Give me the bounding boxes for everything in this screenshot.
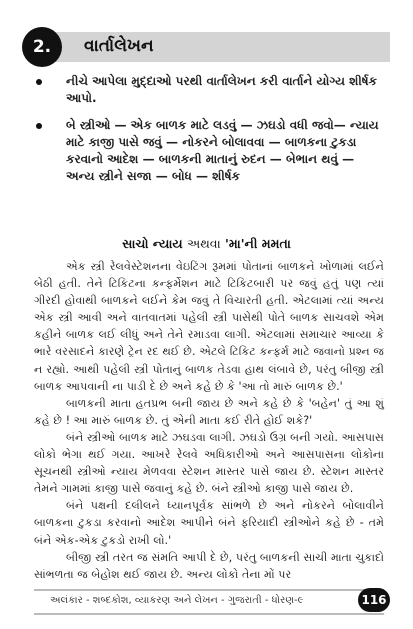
paragraph: એક સ્ત્રી રેલવેસ્ટેશનના વેઇટિંગ રૂમમાં પોતાનાં બાળકને ખોળામાં લઈને બેઠી હતી. તેને ટિકિટના કન્ફર્મેશન માટે ટિકિટબારી પર જવું હતું પણ ત્યાં ગીરદી હોવાથી બાળકને લઈને કેમ જવું તે વિચારતી હતી. એટલામાં ત્યાં અન્ય એક સ્ત્રી આવી અને વાતવાતમાં પહેલી સ્ત્રી પાસેથી પોતે બાળક સાચવશે એમ કહીને બાળક લઈ લીધું અને તેને રમાડવા લાગી. એટલામાં સમાચાર આવ્યા કે ભારે વરસાદને કારણે ટ્રેન રદ થઈ છે. એટલે ટિકિટ કન્ફર્મ માટે જવાનો પ્રશ્ન જ ન રહ્યો. આથી પહેલી સ્ત્રી પોતાનું બાળક તેડવા હાથ લંબાવે છે, પરંતુ બીજી સ્ત્રી બાળક આપવાની ના પાડી દે છે અને કહે છે કે 'આ તો મારું બાળક છે.' xyxy=(34,260,384,393)
page-number-badge: 116 xyxy=(358,588,390,612)
section-title: વાર્તાલેખન xyxy=(84,36,154,56)
paragraph: બંને પક્ષની દલીલને ધ્યાનપૂર્વક સાંભળે છે અને નોકરને બોલાવીને બાળકના ટુકડા કરવાનો આદેશ આપીને બંને ફરિયાદી સ્ત્રીઓને કહે છે - તમે બંને એક-એક ટુકડો રાખી લો.' xyxy=(34,499,384,547)
story-title xyxy=(0,236,413,252)
list-item-text: નીચે આપેલા મુદ્દાઓ પરથી વાર્તાલેખન કરી વાર્તાને યોગ્ય શીર્ષક આપો. xyxy=(66,74,377,105)
story-title-connector: અથવા xyxy=(187,236,221,251)
story-title-main: સાચો ન્યાય xyxy=(122,236,183,251)
story-body xyxy=(34,258,384,583)
bullet-dot-icon xyxy=(36,123,42,129)
bullet-dot-icon xyxy=(36,79,42,85)
section-number-badge: 2. xyxy=(22,27,62,67)
footer-book-title: અલંકાર - શબ્દકોશ, વ્યાકરણ અને લેખન - ગુજરાતી - ધોરણ-૯ xyxy=(50,595,304,606)
list-item xyxy=(36,73,381,107)
paragraph: બાળકની માતા હતપ્રભ બની જાય છે અને કહે છે કે 'બહેન' તું આ શું કહે છે ! આ મારું બાળક છે. તું એની માતા કઈ રીતે હોઈ શકે?' xyxy=(34,396,384,427)
story-title-alt: 'મા'ની મમતા xyxy=(225,236,291,251)
list-item xyxy=(36,117,381,185)
list-item-text: બે સ્ત્રીઓ — એક બાળક માટે લડવું — ઝઘડો વધી જવો— ન્યાય માટે કાજી પાસે જવું — નોકરને બોલાવવા — બાળકના ટુકડા કરવાનો આદેશ — બાળકની માતાનું રુદન — બેભાન થવું — અન્ય સ્ત્રીને સજા — બોધ — શીર્ષક xyxy=(66,118,379,183)
paragraph: બીજી સ્ત્રી તરત જ સંમતિ આપી દે છે, પરંતુ બાળકની સાચી માતા ચુકાદો સાંભળતા જ બેહોશ થઈ જાય છે. અન્ય લોકો તેના મોં પર xyxy=(34,550,384,581)
page-footer xyxy=(34,589,387,615)
paragraph: બંને સ્ત્રીઓ બાળક માટે ઝઘડવા લાગી. ઝઘડો ઉગ્ર બની ગયો. આસપાસ લોકો ભેગા થઈ ગયા. આખરે રેલવે અધિકારીઓ અને આસપાસના લોકોના સૂચનથી સ્ત્રીઓ ન્યાય મેળવવા સ્ટેશન માસ્તર પાસે જાય છે. સ્ટેશન માસ્તર તેમને ગામમાં કાજી પાસે જવાનું કહે છે. બંને સ્ત્રીઓ કાજી પાસે જાય છે. xyxy=(34,430,384,496)
section-header xyxy=(22,27,390,67)
instruction-list xyxy=(36,73,381,185)
